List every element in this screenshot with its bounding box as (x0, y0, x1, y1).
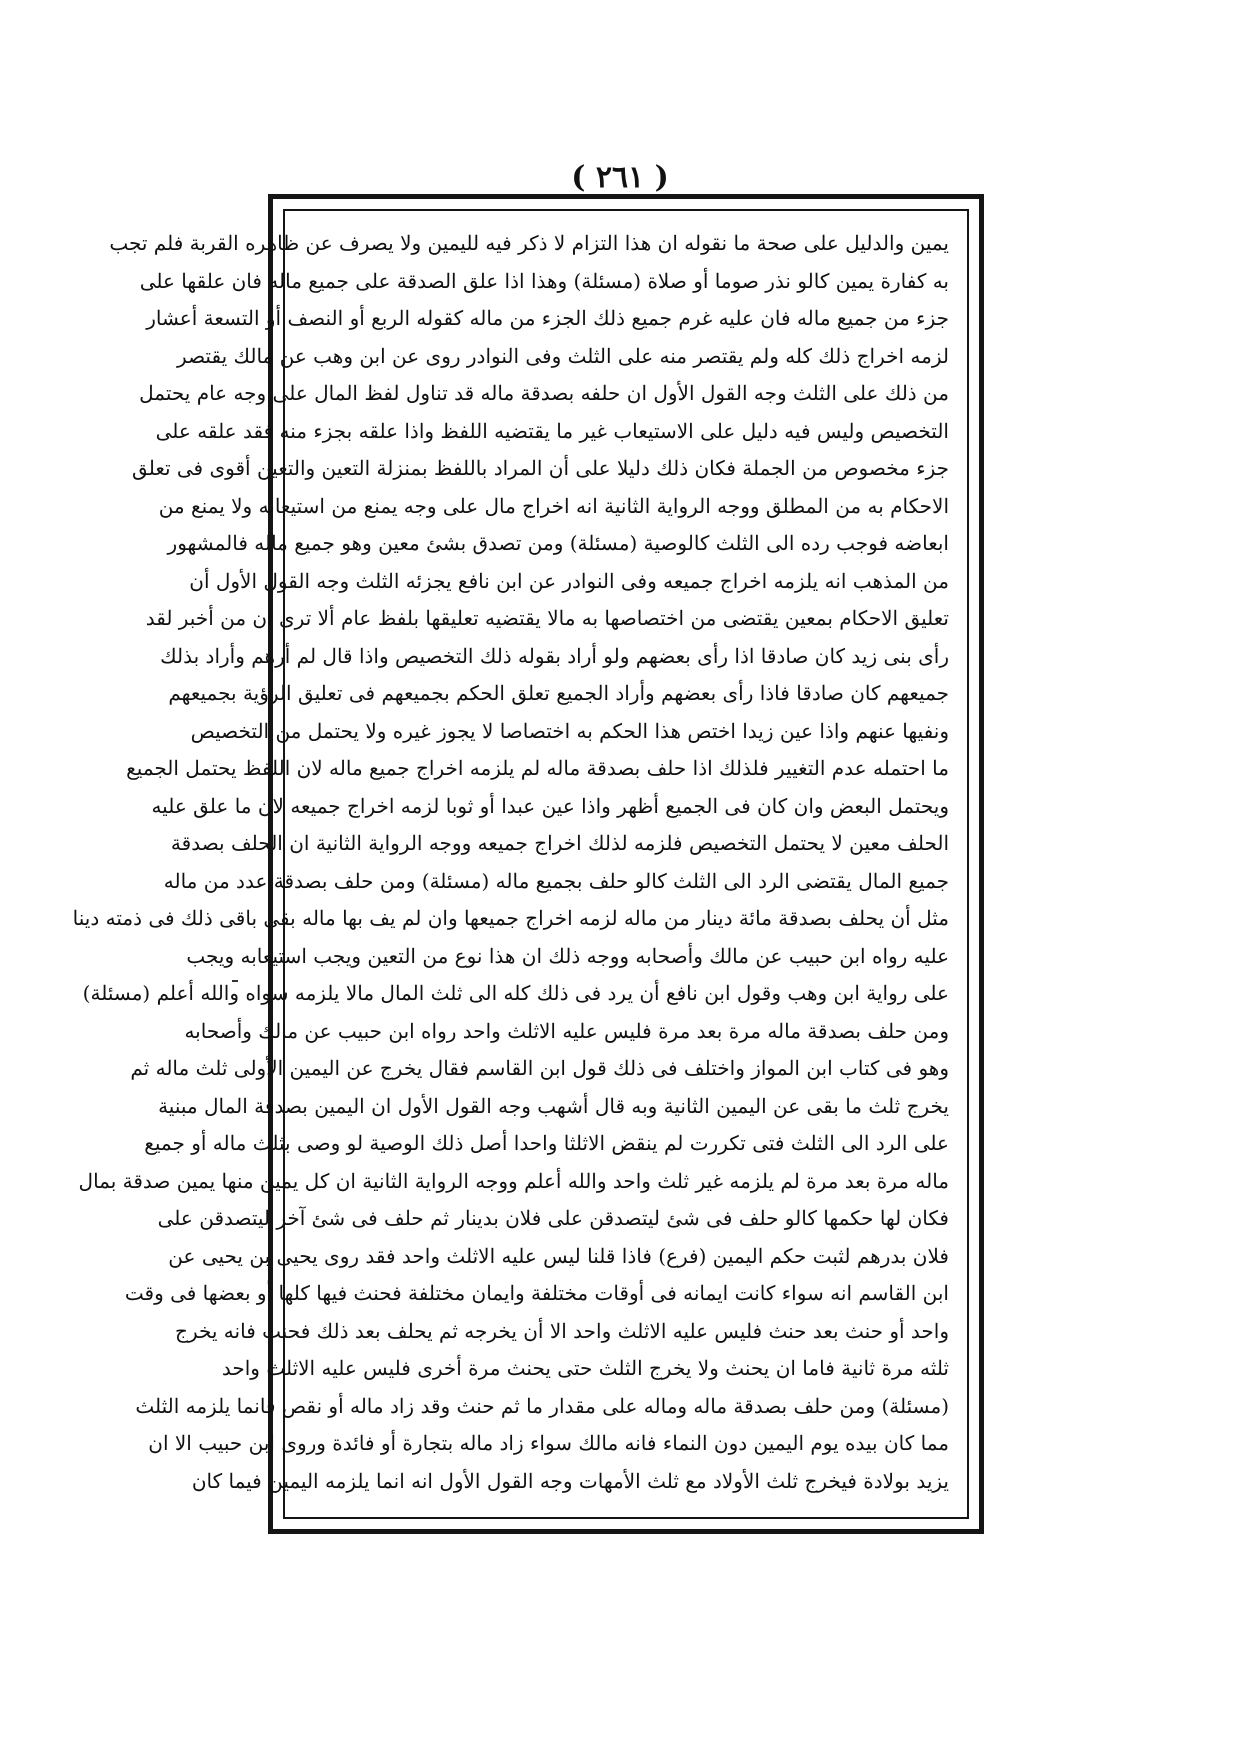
text-block (72, 225, 949, 1503)
text-line: (مسئلة) ومن حلف بصدقة ماله وماله على مقدار ما ثم حنث وقد زاد ماله أو نقص فانما يلزمه الثلث (135, 1393, 949, 1418)
text-line: واحد أو حنث بعد حنث فليس عليه الاثلث واحد الا أن يخرجه ثم يحلف بعد ذلك فحنث فانه يخرج (175, 1318, 949, 1343)
text-line: من المذهب انه يلزمه اخراج جميعه وفى النوادر عن ابن نافع يجزئه الثلث وجه القول الأول أن (189, 568, 949, 593)
page-frame-inner (72, 209, 969, 1519)
text-line: جميع المال يقتضى الرد الى الثلث كالو حلف بجميع ماله (مسئلة) ومن حلف بصدقة عدد من ماله (163, 868, 949, 893)
text-line: يخرج ثلث ما بقى عن اليمين الثانية وبه قال أشهب وجه القول الأول ان اليمين بصدقة المال مبنية (158, 1093, 949, 1118)
text-line: مثل أن يحلف بصدقة مائة دينار من ماله لزمه اخراج جميعها وان لم يف بها ماله بقى باقى ذلك فى ذمته دينا (72, 906, 949, 930)
text-line: عليه رواه ابن حبيب عن مالك وأصحابه ووجه ذلك ان هذا نوع من التعين ويجب استيعابه ويجب (186, 943, 949, 968)
text-line: يمين والدليل على صحة ما نقوله ان هذا التزام لا ذكر فيه لليمين ولا يصرف عن ظاهره القربة فلم تجب (109, 231, 949, 255)
text-line: ما احتمله عدم التغيير فلذلك اذا حلف بصدقة ماله لم يلزمه اخراج جميع ماله لان اللفظ يحتمل الجميع (126, 756, 949, 780)
text-line: جزء من جميع ماله فان عليه غرم جميع ذلك الجزء من ماله كقوله الربع أو النصف أو التسعة أعشار (146, 306, 949, 330)
text-line: ثلثه مرة ثانية فاما ان يحنث ولا يخرج الثلث حتى يحنث مرة أخرى فليس عليه الاثلث واحد (221, 1356, 949, 1380)
text-line: على الرد الى الثلث فتى تكررت لم ينقض الاثلثا واحدا أصل ذلك الوصية لو وصى بثلث ماله أو جميع (144, 1131, 949, 1155)
text-line: لزمه اخراج ذلك كله ولم يقتصر منه على الثلث وفى النوادر روى عن ابن وهب عن مالك يقتصر (177, 343, 949, 368)
text-line: ابن القاسم انه سواء كانت ايمانه فى أوقات مختلفة وايمان مختلفة فحنث فيها كلها أو بعضها فى وقت (124, 1281, 949, 1305)
text-line: وهو فى كتاب ابن المواز واختلف فى ذلك قول ابن القاسم فقال يخرج عن اليمين الأولى ثلث ماله ثم (130, 1056, 949, 1080)
text-line: على رواية ابن وهب وقول ابن نافع أن يرد فى ذلك كله الى ثلث المال مالا يلزمه سواه والله أعلم (مسئلة) (82, 981, 949, 1005)
text-line: الحلف معين لا يحتمل التخصيص فلزمه لذلك اخراج جميعه ووجه الرواية الثانية ان الحلف بصدقة (170, 831, 949, 855)
text-line: فكان لها حكمها كالو حلف فى شئ ليتصدقن على فلان بدينار ثم حلف فى شئ آخر ليتصدقن على (157, 1206, 949, 1230)
text-line: تعليق الاحكام بمعين يقتضى من اختصاصها به مالا يقتضيه تعليقها بلفظ عام ألا ترى ان من أخبر لقد (145, 606, 949, 630)
text-line: فلان بدرهم لثبت حكم اليمين (فرع) فاذا قلنا ليس عليه الاثلث واحد فقد روى يحيى بن يحيى عن (168, 1243, 949, 1268)
text-line: به كفارة يمين كالو نذر صوما أو صلاة (مسئلة) وهذا اذا علق الصدقة على جميع ماله فان علقها على (139, 268, 949, 293)
text-line: مما كان بيده يوم اليمين دون النماء فانه مالك سواء زاد ماله بتجارة أو فائدة وروى ابن حبيب الا ان (148, 1431, 949, 1455)
text-line: رأى بنى زيد كان صادقا اذا رأى بعضهم ولو أراد بقوله ذلك التخصيص واذا قال لم أرهم وأراد بذلك (160, 643, 949, 668)
text-line: من ذلك على الثلث وجه القول الأول ان حلفه بصدقة ماله قد تناول لفظ المال على وجه عام يحتمل (139, 381, 949, 405)
text-line: ماله مرة بعد مرة لم يلزمه غير ثلث واحد والله أعلم ووجه الرواية الثانية ان كل يمين منها يمين صدقة بمال (78, 1168, 949, 1193)
text-line: التخصيص وليس فيه دليل على الاستيعاب غير ما يقتضيه اللفظ واذا علقه بجزء منه فقد علقه على (155, 418, 949, 443)
text-line: جزء مخصوص من الجملة فكان ذلك دليلا على أن المراد باللفظ بمنزلة التعين والتعين أقوى فى تعلق (132, 456, 949, 480)
text-line: ومن حلف بصدقة ماله مرة بعد مرة فليس عليه الاثلث واحد رواه ابن حبيب عن مالك وأصحابه (184, 1018, 949, 1043)
page-frame (72, 194, 984, 1534)
text-line: الاحكام به من المطلق ووجه الرواية الثانية انه اخراج مال على وجه يمنع من استيعابه ولا يمنع من (158, 493, 949, 518)
text-line: ويحتمل البعض وان كان فى الجميع أظهر واذا عين عبدا أو ثوبا لزمه اخراج جميعه لان ما علق عليه (151, 793, 949, 818)
page-number: ( ٢٦١ ) (571, 160, 669, 195)
text-line: يزيد بولادة فيخرج ثلث الأولاد مع ثلث الأمهات وجه القول الأول انه انما يلزمه اليمين فيما كان (191, 1468, 949, 1493)
text-line: جميعهم كان صادقا فاذا رأى بعضهم وأراد الجميع تعلق الحكم بجميعهم فى تعليق الرؤية بجميعهم (168, 681, 949, 705)
text-line: ونفيها عنهم واذا عين زيدا اختص هذا الحكم به اختصاصا لا يجوز غيره ولا يحتمل من التخصيص (190, 718, 949, 743)
text-line: ابعاضه فوجب رده الى الثلث كالوصية (مسئلة) ومن تصدق بشئ معين وهو جميع ماله فالمشهور (167, 531, 949, 555)
